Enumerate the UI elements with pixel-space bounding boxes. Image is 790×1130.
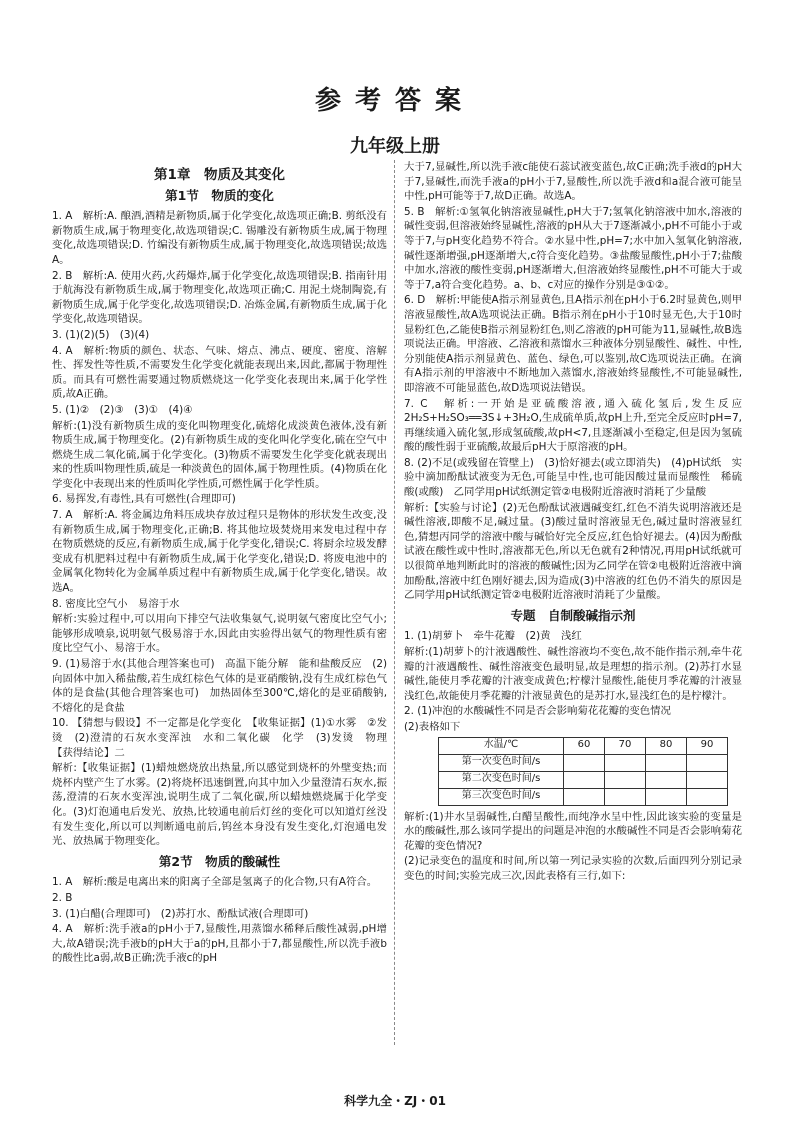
table-header-cell: 60 xyxy=(564,737,605,754)
table-empty-cell xyxy=(605,788,646,805)
table-row xyxy=(439,788,728,805)
answer-paragraph: 1. (1)胡萝卜 牵牛花瓣 (2)黄 浅红 xyxy=(404,630,582,643)
answer-paragraph: 解析:(1)没有新物质生成的变化叫物理变化,硫熔化成淡黄色液体,没有新物质生成,属于物理变化。(2)有新物质生成的变化叫化学变化,硫在空气中燃烧生成二氧化硫,属于化学变化。(3)物质不需要发生化学变化就表现出来的性质叫物理性质,硫是一种淡黄色的固体,属于物理性质。(4)物质在化学变化中表现出来的性质叫化学性质,可燃性属于化学性质。 xyxy=(52,419,387,490)
table-header-cell: 水温/℃ xyxy=(439,737,564,754)
left-column xyxy=(52,160,398,1045)
page-title: 参考答案 xyxy=(314,86,475,116)
answer-paragraph: 5. (1)② (2)③ (3)① (4)④ xyxy=(52,403,193,416)
section-heading: 第1节 物质的变化 xyxy=(165,187,274,203)
answer-list xyxy=(52,875,387,966)
answer-paragraph: 解析:(1)井水呈弱碱性,白醋呈酸性,而纯净水呈中性,因此该实验的变量是水的酸碱性,那么该同学提出的问题是冲泡的水酸碱性不同是否会影响菊花花瓣的变色情况? xyxy=(404,810,742,852)
answer-paragraph: (2)记录变色的温度和时间,所以第一列记录实验的次数,后面四列分别记录变色的时间;实验完成三次,因此表格有三行,如下: xyxy=(404,855,742,882)
answer-paragraph: 1. A 解析:A. 酿酒,酒精是新物质,属于化学变化,故选项正确;B. 剪纸没有新物质生成,属于物理变化,故选项错误;C. 锡雕没有新物质生成,属于物理变化,故选项错误;D. 竹编没有新物质生成,属于物理变化,故选项错误;故选A。 xyxy=(52,210,387,266)
answer-paragraph: 10. 【猜想与假设】不一定都是化学变化 【收集证据】(1)①水雾 ②发烫 (2)澄清的石灰水变浑浊 水和二氧化碳 化学 (3)发烫 物理 【获得结论】二 xyxy=(52,717,398,759)
section-heading: 第2节 物质的酸碱性 xyxy=(158,853,281,869)
table-row xyxy=(439,771,728,788)
table-empty-cell xyxy=(605,771,646,788)
data-table xyxy=(438,737,728,806)
answer-list xyxy=(404,629,742,734)
table-empty-cell xyxy=(564,788,605,805)
page-footer: 科学九全・ZJ・01 xyxy=(344,1094,446,1108)
table-empty-cell xyxy=(687,754,728,771)
table-row-label: 第三次变色时间/s xyxy=(439,788,564,805)
answer-paragraph: 4. A 解析:物质的颜色、状态、气味、熔点、沸点、硬度、密度、溶解性、挥发性等性质,不需要发生化学变化就能表现出来,因此,都属于物理性质。而具有可燃性需要通过物质燃烧这一化学变化表现出来,属于化学性质,故A正确。 xyxy=(52,344,387,401)
answer-paragraph: 5. B 解析:①氢氧化钠溶液显碱性,pH大于7;氢氧化钠溶液中加水,溶液的碱性变弱,但溶液始终显碱性,溶液的pH从大于7逐渐减小,pH不可能小于或等于7,与pH变化趋势不符合。②水显中性,pH=7;水中加入氢氧化钠溶液,碱性逐渐增强,pH逐渐增大,c符合变化趋势。③盐酸显酸性,pH小于7;盐酸中加水,溶液的酸性变弱,pH逐渐增大,但溶液始终显酸性,pH不可能大于或等于7,a符合变化趋势。a、b、c对应的操作分别是③①②。 xyxy=(404,205,742,291)
grade-heading: 九年级上册 xyxy=(350,136,440,157)
table-empty-cell xyxy=(687,771,728,788)
topic-heading: 专题 自制酸碱指示剂 xyxy=(510,607,636,623)
answer-paragraph: 7. C 解析:一开始是亚硫酸溶液,通入硫化氢后,发生反应2H₂S+H₂SO₃══3S↓+3H₂O,生成硫单质,故pH上升,至完全反应时pH=7,再继续通入硫化氢,形成氢硫酸,故pH<7,且逐渐减小至稳定,但是因为氢硫酸的酸性弱于亚硫酸,故最后pH大于原溶液的pH。 xyxy=(404,397,742,454)
answer-paragraph: 3. (1)白醋(合理即可) (2)苏打水、酚酞试液(合理即可) xyxy=(52,907,309,920)
answer-paragraph: 9. (1)易溶于水(其他合理答案也可) 高温下能分解 能和盐酸反应 (2)向固体中加入稀盐酸,若生成红棕色气体的是亚硝酸钠,没有生成红棕色气体的是食盐(其他合理答案也可) 加热固体至300℃,熔化的是亚硝酸钠,不熔化的是食盐 xyxy=(52,658,387,714)
answer-paragraph: 2. (1)冲泡的水酸碱性不同是否会影响菊花花瓣的变色情况 xyxy=(404,705,671,718)
answer-paragraph: 6. 易挥发,有毒性,具有可燃性(合理即可) xyxy=(52,493,236,506)
table-header-cell: 90 xyxy=(687,737,728,754)
table-empty-cell xyxy=(687,788,728,805)
table-empty-cell xyxy=(646,771,687,788)
table-row-label: 第一次变色时间/s xyxy=(439,754,564,771)
answer-paragraph: 8. 密度比空气小 易溶于水 xyxy=(52,597,180,610)
chapter-heading: 第1章 物质及其变化 xyxy=(154,167,285,183)
table-row xyxy=(439,754,728,771)
answer-paragraph: 3. (1)(2)(5) (3)(4) xyxy=(52,328,150,341)
answer-paragraph: 8. (2)不足(或残留在管壁上) (3)恰好褪去(或立即消失) (4)pH试纸 实验中滴加酚酞试液变为无色,可能呈中性,也可能因酸过量而显酸性 稀硫酸(或酸) 乙同学用pH试纸测定管②电极附近溶液时消耗了少量酸 xyxy=(404,456,742,499)
answer-paragraph: 解析:(1)胡萝卜的汁液遇酸性、碱性溶液均不变色,故不能作指示剂,牵牛花瓣的汁液遇酸性、碱性溶液变色最明显,故是理想的指示剂。(2)苏打水显碱性,能使月季花瓣的汁液变成黄色;柠檬汁显酸性,能使月季花瓣的汁液显浅红色,故能使月季花瓣的汁液显黄色的是苏打水,显浅红色的是柠檬汁。 xyxy=(404,646,742,702)
answer-paragraph: 大于7,显碱性,所以洗手液c能使石蕊试液变蓝色,故C正确;洗手液d的pH大于7,显碱性,而洗手液a的pH小于7,显酸性,所以洗手液d和a混合液可能呈中性,pH可能等于7,故D正确。故选A。 xyxy=(404,161,742,203)
answer-list xyxy=(52,209,398,849)
right-column xyxy=(404,160,742,1045)
answer-paragraph: (2)表格如下 xyxy=(404,720,461,733)
answer-list xyxy=(404,810,742,884)
table-empty-cell xyxy=(646,754,687,771)
answer-paragraph: 解析:实验过程中,可以用向下排空气法收集氨气,说明氨气密度比空气小;能够形成喷泉,说明氨气极易溶于水,因此由实验得出氨气的物理性质有密度比空气小、易溶于水。 xyxy=(52,613,387,655)
column-divider xyxy=(394,160,395,1045)
answer-paragraph: 7. A 解析:A. 将金属边角料压成块存放过程只是物体的形状发生改变,没有新物质生成,属于物理变化,正确;B. 将其他垃圾焚烧用来发电过程中存在物质燃烧的反应,有新物质生成,属于化学变化,错误;C. 将厨余垃圾发酵变成有机肥料过程中有新物质生成,属于化学变化,错误;D. 将废电池中的金属氧化物转化为金属单质过程中有新物质生成,属于化学变化,错误。故选A。 xyxy=(52,509,387,595)
table-header-row xyxy=(439,737,728,754)
answer-paragraph: 解析:【实验与讨论】(2)无色酚酞试液遇碱变红,红色不消失说明溶液还是碱性溶液,即酸不足,碱过量。(3)酸过量时溶液显无色,碱过量时溶液显红色,猜想丙同学的溶液中酸与碱恰好完全反应,红色恰好褪去。(4)因为酚酞试液在酸性或中性时,溶液都无色,所以无色就有2种情况,再用pH试纸就可以很简单地判断此时的溶液的酸碱性;因为乙同学在管②电极附近溶液中滴加酚酞,溶液中红色刚好褪去,因为造成(3)中溶液的红色仍不消失的原因是乙同学用pH试纸测定管②电极附近溶液时消耗了少量酸。 xyxy=(404,501,742,602)
answer-paragraph: 解析:【收集证据】(1)蜡烛燃烧放出热量,所以感觉到烧杯的外壁变热;而烧杯内壁产生了水雾。(2)将烧杯迅速倒置,向其中加入少量澄清石灰水,振荡,澄清的石灰水变浑浊,说明生成了二氧化碳,所以蜡烛燃烧属于化学变化。(3)灯泡通电后发光、放热,比较通电前后灯丝的变化可以知道灯丝没有发生变化,所以可以判断通电前后,钨丝本身没有发生变化,灯泡通电发光、放热属于物理变化。 xyxy=(52,762,387,848)
table-row-label: 第二次变色时间/s xyxy=(439,771,564,788)
answer-paragraph: 2. B 解析:A. 使用火药,火药爆炸,属于化学变化,故选项错误;B. 指南针用于航海没有新物质生成,属于物理变化,故选项正确;C. 用泥土烧制陶瓷,有新物质生成,属于化学变化,故选项错误;D. 冶炼金属,有新物质生成,属于化学变化,故选项错误。 xyxy=(52,269,387,326)
answer-paragraph: 2. B xyxy=(52,891,73,904)
table-empty-cell xyxy=(564,771,605,788)
answer-paragraph: 4. A 解析:洗手液a的pH小于7,显酸性,用蒸馏水稀释后酸性减弱,pH增大,故A错误;洗手液b的pH大于a的pH,且都小于7,都显酸性,所以洗手液b的酸性比a弱,故B正确;洗手液c的pH xyxy=(52,923,387,965)
table-empty-cell xyxy=(564,754,605,771)
answer-paragraph: 6. D 解析:甲能使A指示剂显黄色,且A指示剂在pH小于6.2时显黄色,则甲溶液显酸性,故A选项说法正确。B指示剂在pH小于10时显无色,大于10时显粉红色,乙能使B指示剂显粉红色,则乙溶液的pH可能为11,显碱性,故B选项说法正确。甲溶液、乙溶液和蒸馏水三种液体分别显酸性、碱性、中性,分别能使A指示剂显黄色、蓝色、绿色,可以鉴别,故C选项说法正确。在滴有A指示剂的甲溶液中不断地加入蒸馏水,溶液始终显酸性,不可能显碱性,即溶液不可能显蓝色,故D选项说法错误。 xyxy=(404,294,742,394)
answer-list xyxy=(404,160,742,603)
table-empty-cell xyxy=(605,754,646,771)
answer-paragraph: 1. A 解析:酸是电离出来的阳离子全部是氢离子的化合物,只有A符合。 xyxy=(52,876,378,889)
table-header-cell: 80 xyxy=(646,737,687,754)
table-empty-cell xyxy=(646,788,687,805)
table-header-cell: 70 xyxy=(605,737,646,754)
